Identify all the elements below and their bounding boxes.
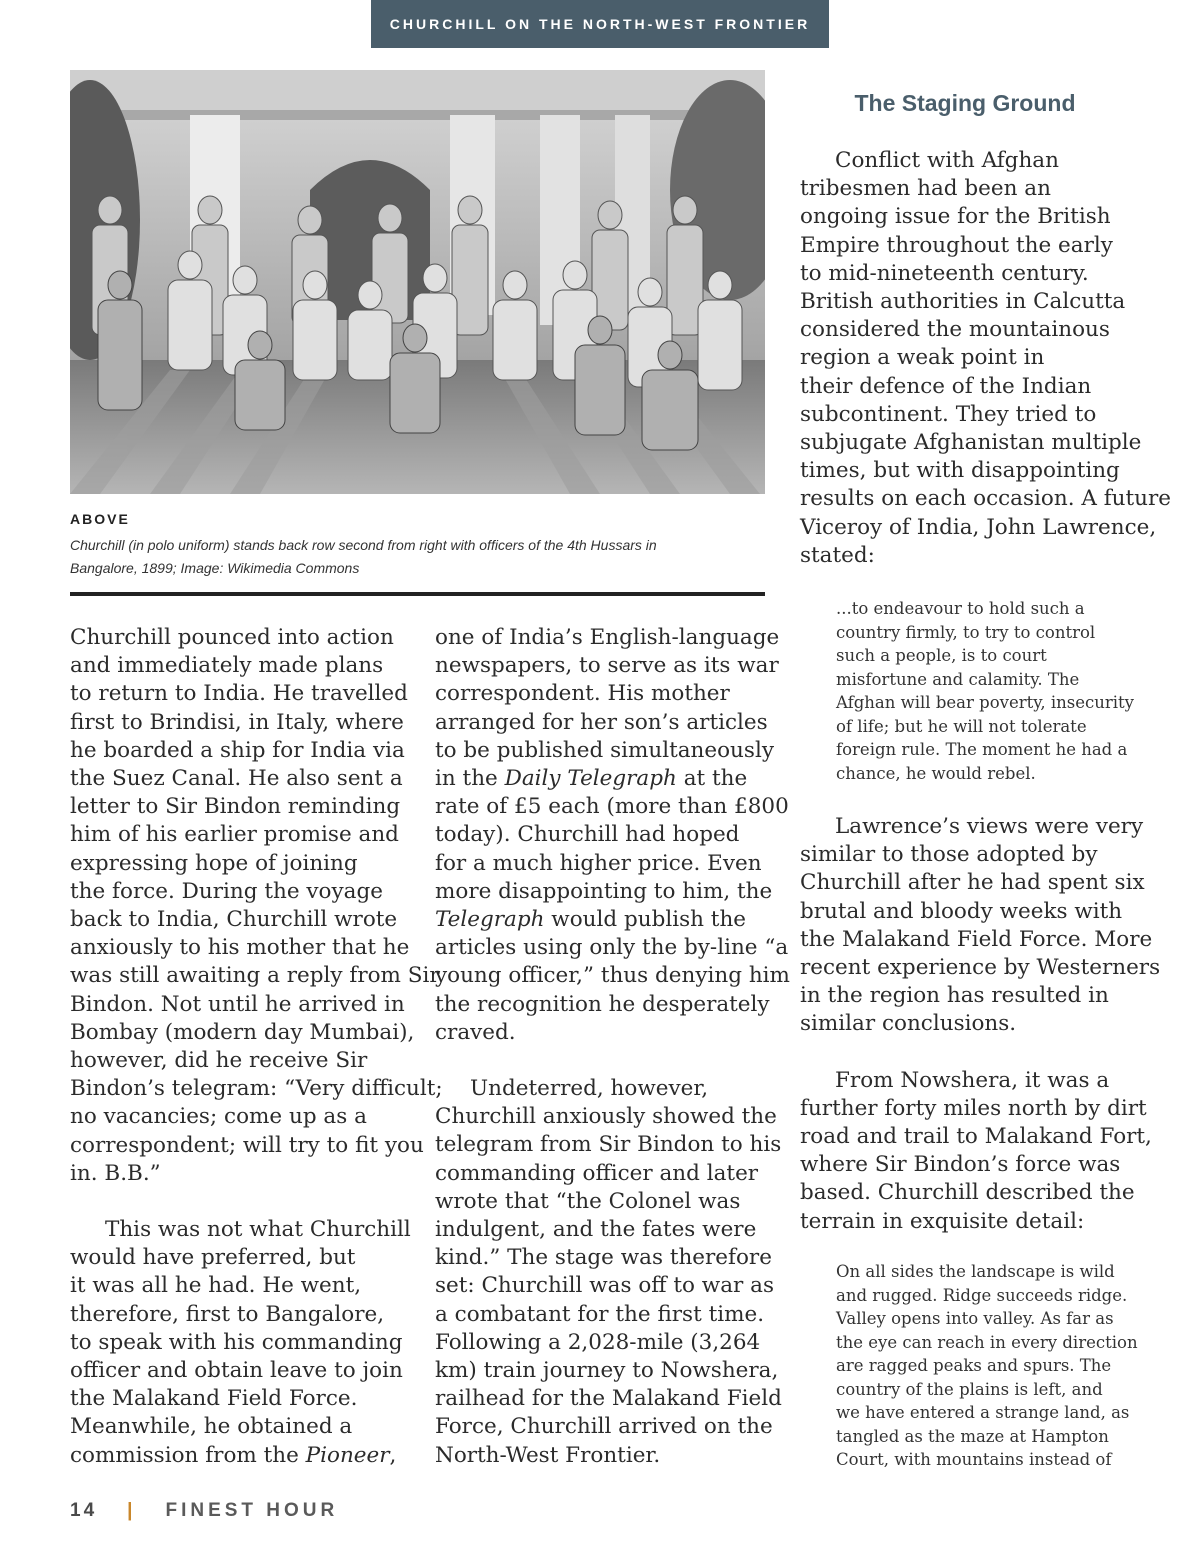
text-line: kind.” The stage was therefore <box>435 1245 772 1271</box>
page-number: 14 <box>70 1500 98 1521</box>
text-line: the force. During the voyage <box>70 878 383 904</box>
text-line: commission from the Pioneer, <box>70 1442 397 1468</box>
text-line: in the Daily Telegraph at the <box>435 766 748 792</box>
text-line: Conflict with Afghan <box>835 148 1059 173</box>
text-line: similar conclusions. <box>800 1011 1017 1037</box>
text-line: articles using only the by-line “a <box>435 935 789 961</box>
text-line: in the region has resulted in <box>800 983 1109 1009</box>
text-line: misfortune and calamity. The <box>836 669 1080 689</box>
publication-title: Telegraph <box>435 907 545 933</box>
text-line: officer and obtain leave to join <box>70 1358 403 1384</box>
magazine-name: FINEST HOUR <box>165 1500 339 1521</box>
text-line: and immediately made plans <box>70 653 384 679</box>
section-title: The Staging Ground <box>854 90 1076 116</box>
photo-caption <box>70 534 750 580</box>
text-line: where Sir Bindon’s force was <box>800 1152 1121 1178</box>
text-line: Telegraph would publish the <box>435 907 747 933</box>
text-line: rate of £5 each (more than £800 <box>435 794 789 820</box>
text-line: newspapers, to serve as its war <box>435 653 779 679</box>
text-line: the Malakand Field Force. <box>70 1386 358 1412</box>
text-line: correspondent. His mother <box>435 681 730 707</box>
text-line: country of the plains is left, and <box>836 1379 1103 1399</box>
text-line: back to India, Churchill wrote <box>70 907 398 933</box>
text-line: however, did he receive Sir <box>70 1048 368 1074</box>
text-line: therefore, first to Bangalore, <box>70 1301 385 1327</box>
section-banner: CHURCHILL ON THE NORTH-WEST FRONTIER <box>371 0 829 48</box>
block-quote <box>836 1260 1136 1472</box>
text-line: km) train journey to Nowshera, <box>435 1358 779 1384</box>
text-line: him of his earlier promise and <box>70 822 399 848</box>
text-line: expressing hope of joining <box>70 850 358 876</box>
block-quote <box>836 597 1136 785</box>
text-line: young officer,” thus denying him <box>435 963 790 989</box>
text-line: Bindon. Not until he arrived in <box>70 991 405 1017</box>
text-line: similar to those adopted by <box>800 842 1098 868</box>
historical-photo <box>70 70 765 494</box>
article-column-2 <box>435 624 790 1470</box>
text-line: he boarded a ship for India via <box>70 737 405 763</box>
text-line: commanding officer and later <box>435 1160 759 1186</box>
text-line: for a much higher price. Even <box>435 850 762 876</box>
paragraph <box>70 1216 415 1442</box>
text-line: Valley opens into valley. As far as <box>836 1309 1114 1328</box>
text-line: in. B.B.” <box>70 1160 161 1186</box>
text-line: Lawrence’s views were very <box>835 814 1144 839</box>
text-line: tangled as the maze at Hampton <box>836 1426 1109 1446</box>
text-line: arranged for her son’s articles <box>435 709 768 735</box>
text-line: to speak with his commanding <box>70 1329 403 1355</box>
text-line: Bindon’s telegram: “Very difficult; <box>70 1076 443 1102</box>
text-line: indulgent, and the fates were <box>435 1217 757 1243</box>
text-line: such a people, is to court <box>836 646 1047 665</box>
text-line: their defence of the Indian <box>800 373 1092 399</box>
caption-line: Churchill (in polo uniform) stands back row second from right with officers of the 4th Hussars in <box>70 537 657 553</box>
text-line: set: Churchill was off to war as <box>435 1273 774 1299</box>
text-line: North-West Frontier. <box>435 1442 661 1468</box>
text-line: to return to India. He travelled <box>70 681 408 707</box>
text-line: recent experience by Westerners <box>800 955 1161 981</box>
text-line: and rugged. Ridge succeeds ridge. <box>836 1285 1128 1305</box>
text-line: one of India’s English-language <box>435 625 780 650</box>
text-line: times, but with disappointing <box>800 458 1120 484</box>
paragraph <box>435 624 790 1047</box>
text-line: terrain in exquisite detail: <box>800 1208 1085 1234</box>
text-line: results on each occasion. A future <box>800 486 1172 512</box>
text-line: first to Brindisi, in Italy, where <box>70 709 404 735</box>
text-line: a combatant for the first time. <box>435 1301 765 1327</box>
text-line: Afghan will bear poverty, insecurity <box>836 693 1134 712</box>
text-line: are ragged peaks and spurs. The <box>836 1356 1112 1375</box>
text-line: road and trail to Malakand Fort, <box>800 1124 1152 1150</box>
text-line: wrote that “the Colonel was <box>435 1188 741 1214</box>
text-line: further forty miles north by dirt <box>800 1095 1147 1121</box>
text-line: was still awaiting a reply from Sir <box>70 963 440 989</box>
text-line: Bombay (modern day Mumbai), <box>70 1019 415 1045</box>
text-line: based. Churchill described the <box>800 1180 1135 1206</box>
text-line: anxiously to his mother that he <box>70 935 410 961</box>
text-line: of life; but he will not tolerate <box>836 716 1087 736</box>
text-line: to mid-nineteenth century. <box>800 260 1089 286</box>
text-line: no vacancies; come up as a <box>70 1104 367 1130</box>
text-line: subjugate Afghanistan multiple <box>800 430 1142 456</box>
text-line: today). Churchill had hoped <box>435 822 740 848</box>
text-line: Following a 2,028-mile (3,264 <box>435 1329 761 1355</box>
text-line: to be published simultaneously <box>435 737 774 763</box>
article-column-1 <box>70 624 443 1470</box>
text-line: correspondent; will try to fit you <box>70 1132 424 1158</box>
footer-separator: | <box>127 1500 136 1521</box>
text-line: telegram from Sir Bindon to his <box>435 1132 782 1158</box>
text-line: Churchill after he had spent six <box>800 870 1145 896</box>
text-line: the recognition he desperately <box>435 991 770 1017</box>
text-line: chance, he would rebel. <box>836 763 1036 783</box>
text-line: British authorities in Calcutta <box>800 289 1126 315</box>
text-line: ongoing issue for the British <box>800 204 1111 230</box>
text-line: Viceroy of India, John Lawrence, <box>800 514 1157 540</box>
text-line: would have preferred, but <box>70 1245 356 1271</box>
text-line: tribesmen had been an <box>800 176 1051 202</box>
article-column-3-continued <box>800 813 1161 1236</box>
paragraph <box>435 1075 782 1470</box>
page-footer <box>70 1500 338 1522</box>
text-line: craved. <box>435 1019 516 1045</box>
text-line: Churchill pounced into action <box>70 625 394 650</box>
publication-title: Daily Telegraph <box>504 766 677 792</box>
text-line: On all sides the landscape is wild <box>836 1262 1115 1281</box>
text-line: Undeterred, however, <box>470 1076 709 1102</box>
text-line: the Suez Canal. He also sent a <box>70 766 403 792</box>
caption-line: Bangalore, 1899; Image: Wikimedia Commons <box>70 560 360 576</box>
officers-group-photo-illustration <box>70 70 765 494</box>
text-line: foreign rule. The moment he had a <box>836 740 1128 759</box>
text-line: stated: <box>800 542 875 568</box>
text-line: country firmly, to try to control <box>836 622 1096 642</box>
article-column-3 <box>800 147 1172 570</box>
text-line: From Nowshera, it was a <box>835 1067 1110 1093</box>
text-line: letter to Sir Bindon reminding <box>70 794 401 820</box>
text-line: more disappointing to him, the <box>435 878 773 904</box>
caption-label: ABOVE <box>70 511 130 527</box>
text-line: Empire throughout the early <box>800 232 1113 258</box>
text-line: region a weak point in <box>800 345 1045 371</box>
text-line: Churchill anxiously showed the <box>435 1104 777 1130</box>
text-line: Court, with mountains instead of <box>836 1450 1112 1469</box>
text-line: brutal and bloody weeks with <box>800 898 1123 924</box>
text-line: Force, Churchill arrived on the <box>435 1414 773 1440</box>
text-line: it was all he had. He went, <box>70 1273 362 1299</box>
text-line: considered the mountainous <box>800 317 1110 343</box>
text-line: we have entered a strange land, as <box>836 1403 1130 1422</box>
paragraph <box>70 624 443 1188</box>
section-divider <box>70 592 765 596</box>
text-line: ...to endeavour to hold such a <box>836 599 1085 618</box>
publication-title: Pioneer <box>305 1442 390 1468</box>
text-line: railhead for the Malakand Field <box>435 1386 782 1412</box>
text-line: the eye can reach in every direction <box>836 1332 1138 1352</box>
text-line: the Malakand Field Force. More <box>800 926 1153 952</box>
paragraph <box>800 147 1172 570</box>
text-line: This was not what Churchill <box>105 1217 411 1243</box>
paragraph <box>800 813 1161 1039</box>
text-line: subcontinent. They tried to <box>800 401 1097 427</box>
paragraph <box>800 1067 1152 1236</box>
text-line: Meanwhile, he obtained a <box>70 1414 353 1440</box>
